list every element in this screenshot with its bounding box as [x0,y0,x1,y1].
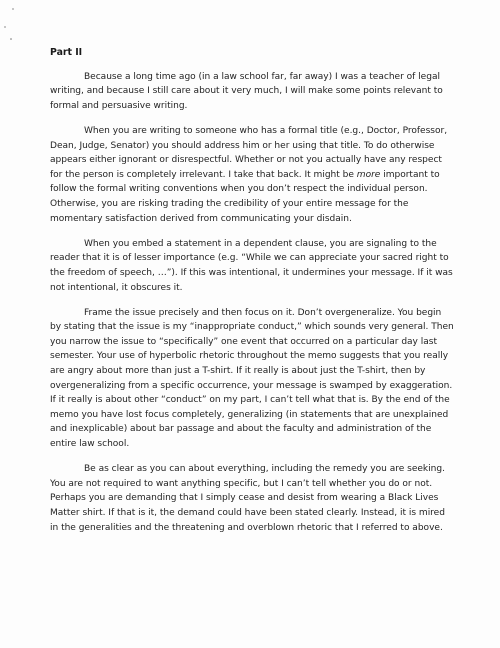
paragraph-text: important to follow the formal writing conventions when you don’t respect the individual person. Otherwise, you are risking trading the credibility of your entire message for the momentary satisfaction derived from communicating your disdain. [50,169,440,224]
paragraph: Because a long time ago (in a law school far, far away) I was a teacher of legal writing, and because I still care about it very much, I will make some points relevant to formal and persuasive writing. [50,71,443,111]
scan-speck [4,26,6,28]
section-heading: Part II [50,47,83,58]
scan-speck [12,8,14,10]
paragraph: Be as clear as you can about everything, including the remedy you are seeking. You are not required to want anything specific, but I can’t tell whether you do or not. Perhaps you are demanding that I simply cease and desist from wearing a Black Lives Matter shirt. If that is it, the demand could have been stated clearly. Instead, it is mired in the generalities and the threatening and overblown rhetoric that I referred to above. [50,464,445,533]
document-body [50,46,455,546]
emphasis-text: more [356,169,381,180]
paragraph-text: When you are writing to someone who has a formal title (e.g., Doctor, Professor, Dean, Judge, Senator) you should address him or her using that title. To do otherwise appears either ignorant or disrespectful. Whether or not you actually have any respect for the person is completely irrelevant. I take that back. It might be [50,125,448,180]
scan-specks [2,8,16,48]
paragraph: When you embed a statement in a dependent clause, you are signaling to the reader that it is of lesser importance (e.g. “While we can appreciate your sacred right to the freedom of speech, …”). If this was intentional, it undermines your message. If it was not intentional, it obscures it. [50,238,453,293]
paragraph: Frame the issue precisely and then focus on it. Don’t overgeneralize. You begin by stating that the issue is my “inappropriate conduct,” which sounds very general. Then you narrow the issue to “specifically” one event that occurred on a particular day last semester. Your use of hyperbolic rhetoric throughout the memo suggests that you really are angry about more than just a T-shirt. If it really is about just the T-shirt, then by overgeneralizing from a specific occurrence, your message is swamped by exaggeration. If it really is about other “conduct” on my part, I can’t tell what that is. By the end of the memo you have lost focus completely, generalizing (in statements that are unexplained and inexplicable) about bar passage and about the faculty and administration of the entire law school. [50,307,454,450]
scan-speck [10,38,12,40]
paragraph [50,124,455,226]
